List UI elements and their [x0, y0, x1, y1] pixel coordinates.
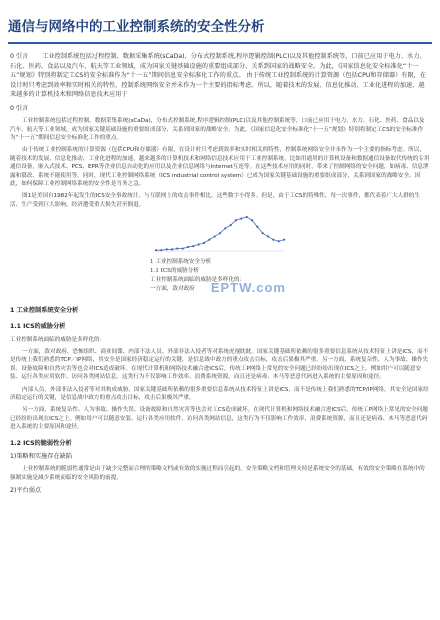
- body-paragraph: 内部人员，外部非法入侵者等对其构成威胁。国家关键基础所依赖的很多重要信息系统从技术特征上讲是ICS，而不是传统上我们熟悉的TCP/IP网络，其安全是国家经济稳定运行的关键，是信息战中政方的重点攻击目标，攻击后果极其严重。: [10, 386, 429, 402]
- body-paragraph: 由于传统工业控制系统的计算资源（包括CPU和存储器）有限，在设计时只考虑到效率和实时相关的特性，控制系统网络安全并未作为一个主要的指标考虑。所以，随着技术的发展、信息化推动、工业化进程的加速，越来越多的计算机技术和网络信息技术应用于工业控制系统，比如用通用的计算机设备和数据通信设备取代传统的专用通信设备，嵌入式技术、PCS、EPR等企业信息自动化的应用以及企业信息网络与Internet互连等。在这些技术应用的同时，带来了控制网络的安全问题，如病毒、信息泄露和篡改、系统不能使用等。同时，现代工业控制网络系统（ICS industrial control system）已成为国家关键基础设施的重要组成部分，关系到国家的战略安全。因此，如何保障工业控制网络系统的安全性是当务之急。: [10, 147, 430, 188]
- figure-caption-line: 工业控制系统面临的威胁是多样化的：: [150, 277, 246, 284]
- intro-text: 工业控制系统包括过程控制、数据采集系统(sCaDa)，分布式控制系统,程序逻辑控制(PLC)以及其他控制系统等，口前已应用于电力、水力、石化、医药、食品以及汽车、航天等工业领域，成为国家关键基础设施的重要组成部分，关系到国家的战略安全。为此，《国家信息化安全标准化“十一五”规划》特别将制定工CS的安全标准作为“十一五”期间信息安全标准化工作的重点。 由于传统工业控制系统的计算资源（包括CPU和存储器）有限，在设计时只考虑到效率和实时相关的特性，控制系统网络安全并未作为一个主要的指标考虑。所以，随着技术的发展、信息化推动、工业化进程的加速，越来越多的计算机技术和网络信息技术应用于: [10, 53, 427, 99]
- figure-caption-line: 1.1 ICS的威胁分析: [150, 268, 199, 275]
- data-point: [240, 218, 242, 220]
- data-point: [272, 239, 274, 241]
- subsection-heading: 1)策略和实施存在缺陷: [10, 452, 73, 460]
- document-title: 通信与网络中的工业控制系统的安全性分析: [8, 19, 265, 35]
- data-point: [160, 249, 162, 251]
- subsection-heading: 2)平台弱点: [10, 486, 42, 494]
- body-paragraph: 上业控制系统的脆弱性通常是由于缺少完整而合理的策略文档或有效的实施过程而引起的，安全策略文档和管理支持是系统安全的基础，有效的安全策略在系统中的强制实施是减少系统而临的安全风险的前提。: [10, 466, 425, 481]
- body-paragraph: 一方面，敌对政府、恐怖组织、商业间谍、内部不法人员、外部非法入侵者等对系统虎视眈眈。国家关键基础所依赖的很多重要信息系统从技术特征上讲是ICS，而不是传统上我们熟悉的TCP／IP网络，其安全是国家经济稳定运行的关键，是信息战中政方的重点攻击目标，攻击后果极其严重。另一方面，系统复杂性、人为事故、操作失误、设备故障和自然灾害等也会对ICS造成破坏。在现代计算机和网络技术融合进ICS后，传统工P网络上常见的安全问题已经纷纷出现在ICS之上。例如用户可以随意安装、运行各类应用软件、访问各类网站信息，这类行为不仅影响工作效率、浪费系统资源，而且还是病毒、木马等恶意代码进入系统的主要原因和途径。: [10, 349, 429, 381]
- data-point: [214, 236, 216, 238]
- body-paragraph: 工业控制系统面临的威胁是多样化的：: [10, 336, 106, 343]
- intro-paragraph: [10, 52, 430, 100]
- section-heading: 1.2 ICS的脆弱性分析: [10, 439, 72, 447]
- figure-caption-line: 1 工业控制系统安全分析: [150, 259, 212, 266]
- data-point: [219, 232, 221, 234]
- data-point: [208, 239, 210, 241]
- data-point: [278, 240, 280, 242]
- data-point: [176, 248, 178, 250]
- data-point: [182, 248, 184, 250]
- body-paragraph: 另一方面，系统复杂性、人为事故、操作失误、设备故障和自然灾害等也会对工CS造成破坏。在现代计算机和网络技术融合进ICS后，传统工P网络上常见的安全问题已经纷纷出现在ICS之上。例如用户可以随意安装、运行各类应用软件、访问各类网站信息，这类行为不仅影响工作效率、浪费系统资源，而且还是病毒、木马等恶意代码进入系统的主要原因和途径。: [10, 407, 428, 431]
- section-heading: 1 工业控制系统安全分析: [10, 307, 79, 315]
- body-paragraph: 工业控制系统包括过程控制、数据采集系统(sCaDa)，分布式控制系统,程序逻辑控制(PLC)以及其他控制系统等，口前已应用于电力、水力、石化、医药、食品以及汽车、航天等工业领域，成为国家关键基础设施的重要组成部分，关系到国家的战略安全。为此，《国家信息化安全标准化“十一五”规划》特别将制定工CS的安全标准作为“十一五”期间信息安全标准化工作的重点。: [10, 118, 425, 141]
- section-heading: 1.1 ICS的威胁分析: [10, 323, 66, 331]
- data-point: [246, 216, 248, 218]
- section-heading: 0 引言: [10, 104, 29, 112]
- data-point: [251, 219, 253, 221]
- data-point: [224, 227, 226, 229]
- data-point: [267, 236, 269, 238]
- data-point: [283, 239, 285, 241]
- data-point: [230, 224, 232, 226]
- data-point: [171, 249, 173, 251]
- figure-1: [150, 213, 290, 299]
- data-point: [203, 242, 205, 244]
- intro-label: 0 引言: [10, 53, 29, 60]
- data-point: [256, 226, 258, 228]
- watermark-logo: EPTW.com: [210, 280, 286, 296]
- data-point: [187, 246, 189, 248]
- data-point: [166, 249, 168, 251]
- body-paragraph: 图1是美国自1982年起发生的ICS安全事故统计。与互联网上的攻击事件相比，这些数字小得多。但是，由于工CS的特殊性，每一次事件，都代表着广大人群的生活、生产受到巨大影响，经济遭受重大损失甚至倒退。: [10, 193, 420, 208]
- data-point: [198, 244, 200, 246]
- figure-caption-line: 一方面，敌对政府: [150, 286, 195, 293]
- title-divider: [8, 42, 432, 44]
- data-point: [155, 249, 157, 251]
- ics-incident-chart: [150, 213, 290, 257]
- data-point: [262, 232, 264, 234]
- data-point: [192, 245, 194, 247]
- data-point: [235, 219, 237, 221]
